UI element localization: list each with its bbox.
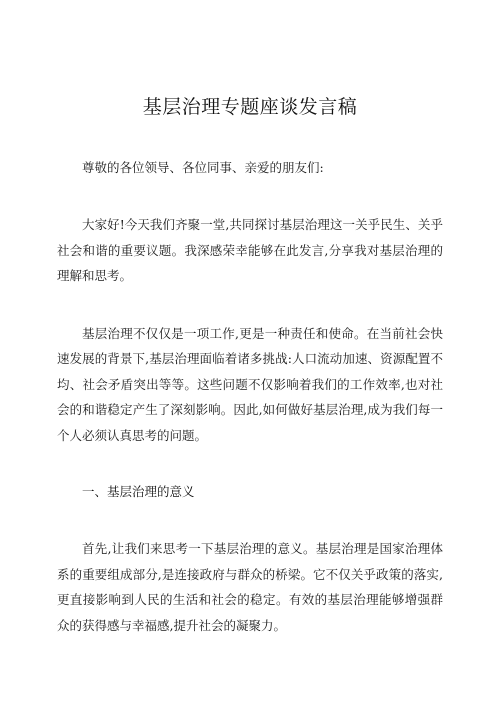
salutation: 尊敬的各位领导、各位同事、亲爱的朋友们:: [82, 160, 324, 175]
document-title: 基层治理专题座谈发言稿: [142, 96, 358, 118]
section-heading-significance: 一、基层治理的意义: [82, 484, 195, 499]
paragraph-significance: 首先,让我们来思考一下基层治理的意义。基层治理是国家治理体系的重要组成部分,是连接政府与群众的桥梁。它不仅关乎政策的落实,更直接影响到人民的生活和社会的稳定。有效的基层治理能够增强群众的获得感与幸福感,提升社会的凝聚力。: [57, 541, 443, 633]
paragraph-challenges: 基层治理不仅仅是一项工作,更是一种责任和使命。在当前社会快速发展的背景下,基层治理面临着诸多挑战:人口流动加速、资源配置不均、社会矛盾突出等等。这些问题不仅影响着我们的工作效率,也对社会的和谐稳定产生了深刻影响。因此,如何做好基层治理,成为我们每一个人必须认真思考的问题。: [57, 325, 443, 443]
document-body: [57, 92, 443, 670]
paragraph-greeting: 大家好!今天我们齐聚一堂,共同探讨基层治理这一关乎民生、关乎社会和谐的重要议题。我深感荣幸能够在此发言,分享我对基层治理的理解和思考。: [57, 217, 443, 283]
